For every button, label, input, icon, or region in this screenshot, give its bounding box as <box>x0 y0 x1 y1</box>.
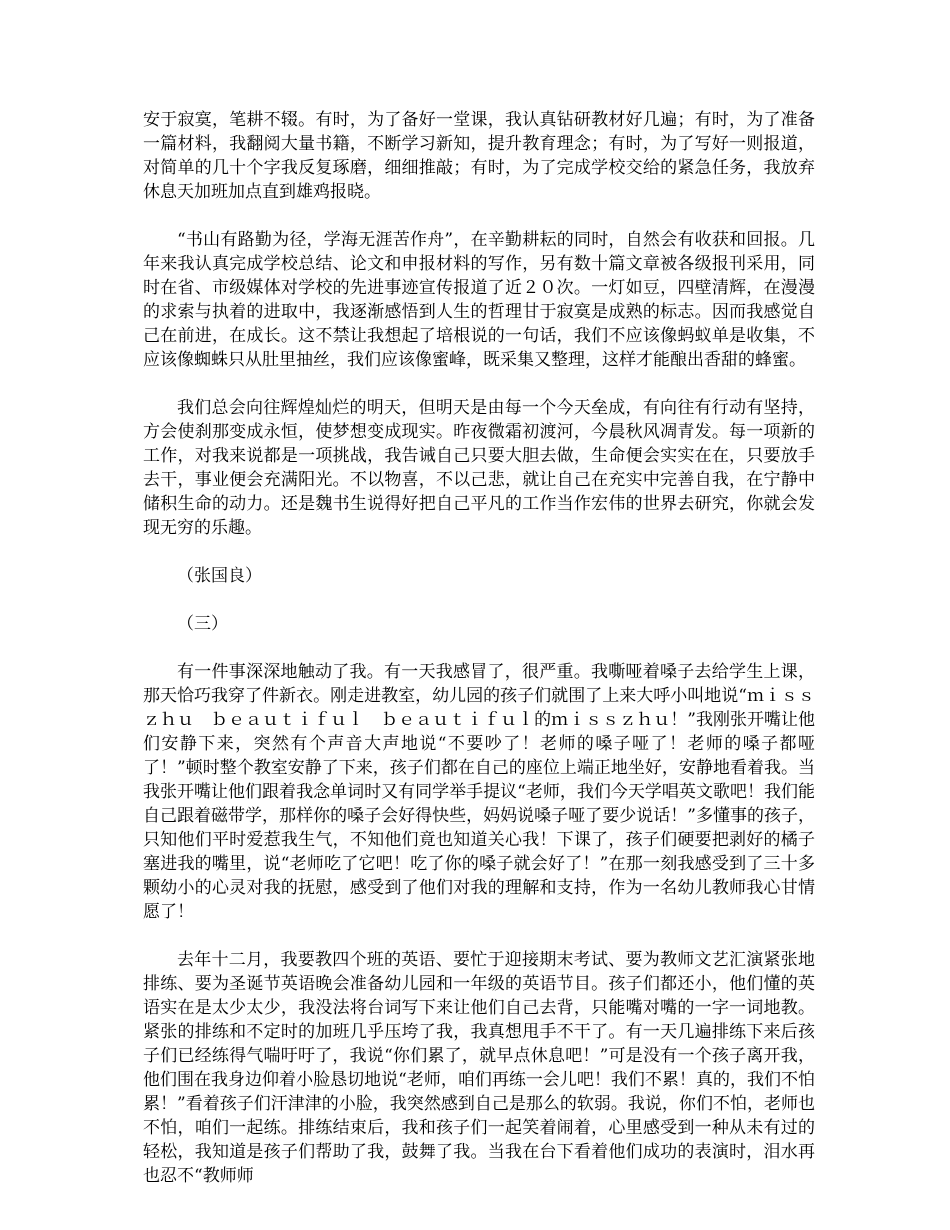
section-heading: （三） <box>177 614 228 634</box>
paragraph-tomorrow: 我们总会向往辉煌灿烂的明天，但明天是由每一个今天垒成，有向往有行动有坚持，方会使刹那变成永恒，使梦想变成现实。昨夜微霜初渡河，今晨秋风凋青发。每一项新的工作，对我来说都是一项挑战，我告诫自己只要大胆去做，生命便会实实在在，只要放手去干，事业便会充满阳光。不以物喜，不以己悲，就让自己在充实中完善自我，在宁静中储积生命的动力。还是魏书生说得好把自己平凡的工作当作宏伟的世界去研究，你就会发现无穷的乐趣。 <box>143 398 815 538</box>
paragraph-harvest: “书山有路勤为径，学海无涯苦作舟”，在辛勤耕耘的同时，自然会有收获和回报。几年来我认真完成学校总结、论文和申报材料的写作，另有数十篇文章被各级报刊采用，同时在省、市级媒体对学校的先进事迹宣传报道了近２０次。一灯如豆，四壁清辉，在漫漫的求索与执着的进取中，我逐渐感悟到人生的哲理甘于寂寞是成熟的标志。因而我感觉自己在前进，在成长。这不禁让我想起了培根说的一句话，我们不应该像蚂蚁单是收集，不应该像蜘蛛只从肚里抽丝，我们应该像蜜峰，既采集又整理，这样才能酿出香甜的蜂蜜。 <box>143 230 815 370</box>
paragraph-diligence: 安于寂寞，笔耕不辍。有时，为了备好一堂课，我认真钻研教材好几遍；有时，为了准备一篇材料，我翻阅大量书籍，不断学习新知，提升教育理念；有时，为了写好一则报道，对简单的几十个字我反复琢磨，细细推敲；有时，为了完成学校交给的紧急任务，我放弃休息天加班加点直到雄鸡报晓。 <box>143 110 815 202</box>
document-page <box>143 108 815 1212</box>
author-signature: （张国良） <box>177 566 262 586</box>
paragraph-december: 去年十二月，我要教四个班的英语、要忙于迎接期末考试、要为教师文艺汇演紧张地排练、要为圣诞节英语晚会准备幼儿园和一年级的英语节目。孩子们都还小，他们懂的英语实在是太少太少，我没法将台词写下来让他们自己去背，只能嘴对嘴的一字一词地教。紧张的排练和不定时的加班几乎压垮了我，我真想甩手不干了。有一天几遍排练下来后孩子们已经练得气喘吁吁了，我说“你们累了，就早点休息吧！”可是没有一个孩子离开我，他们围在我身边仰着小脸恳切地说“老师，咱们再练一会儿吧！我们不累！真的，我们不怕累！”看着孩子们汗津津的小脸，我突然感到自己是那么的软弱。我说，你们不怕，老师也不怕，咱们一起练。排练结束后，我和孩子们一起笑着闹着，心里感受到一种从未有过的轻松，我知道是孩子们帮助了我，鼓舞了我。当我在台下看着他们成功的表演时，泪水再也忍不“教师师 <box>143 950 815 1186</box>
paragraph-cold-story: 有一件事深深地触动了我。有一天我感冒了，很严重。我嘶哑着嗓子去给学生上课，那天恰巧我穿了件新衣。刚走进教室，幼儿园的孩子们就围了上来大呼小叫地说“ｍｉｓｓｚｈｕ ｂｅａｕｔｉｆｕｌ ｂｅａｕｔｉｆｕｌ的ｍｉｓｓｚｈｕ！”我刚张开嘴让他们安静下来，突然有个声音大声地说“不要吵了！老师的嗓子哑了！老师的嗓子都哑了！”顿时整个教室安静了下来，孩子们都在自己的座位上端正地坐好，安静地看着我。当我张开嘴让他们跟着我念单词时又有同学举手提议“老师，我们今天学唱英文歌吧！我们能自己跟着磁带学，那样你的嗓子会好得快些，妈妈说嗓子哑了要少说话！”多懂事的孩子，只知他们平时爱惹我生气，不知他们竟也知道关心我！下课了，孩子们硬要把剥好的橘子塞进我的嘴里，说“老师吃了它吧！吃了你的嗓子就会好了！”在那一刻我感受到了三十多颗幼小的心灵对我的抚慰，感受到了他们对我的理解和支持，作为一名幼儿教师我心甘情愿了！ <box>143 662 815 922</box>
